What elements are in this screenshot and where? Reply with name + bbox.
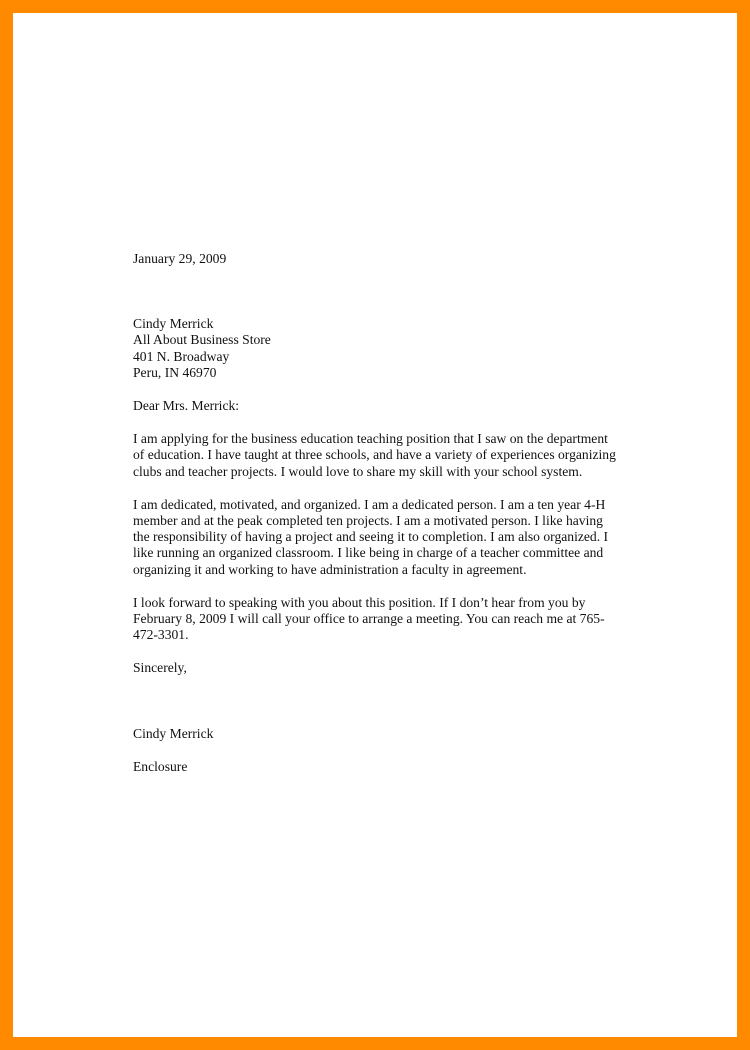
recipient-company: All About Business Store bbox=[133, 332, 271, 348]
paragraph-line: I look forward to speaking with you about this position. If I don’t hear from you by bbox=[133, 594, 586, 610]
paragraph-line: like running an organized classroom. I like being in charge of a teacher committee and bbox=[133, 545, 604, 561]
paragraph-3 bbox=[133, 595, 653, 644]
closing: Sincerely, bbox=[133, 660, 187, 676]
paragraph-line: I am applying for the business education teaching position that I saw on the department bbox=[133, 431, 608, 447]
paragraph-line: member and at the peak completed ten projects. I am a motivated person. I like having bbox=[133, 513, 603, 529]
paragraph-line: clubs and teacher projects. I would love to share my skill with your school system. bbox=[133, 463, 583, 479]
recipient-city-state-zip: Peru, IN 46970 bbox=[133, 364, 217, 380]
enclosure-note: Enclosure bbox=[133, 758, 188, 774]
letter-body bbox=[133, 251, 653, 775]
paragraph-line: I am dedicated, motivated, and organized. I am a dedicated person. I am a ten year 4-H bbox=[133, 496, 606, 512]
recipient-address bbox=[133, 316, 653, 381]
paragraph-line: 472-3301. bbox=[133, 627, 189, 643]
paragraph-line: the responsibility of having a project and seeing it to completion. I am also organized. I bbox=[133, 529, 609, 545]
paragraph-2 bbox=[133, 497, 653, 578]
paragraph-line: February 8, 2009 I will call your office to arrange a meeting. You can reach me at 765- bbox=[133, 611, 605, 627]
salutation: Dear Mrs. Merrick: bbox=[133, 398, 240, 414]
recipient-street: 401 N. Broadway bbox=[133, 348, 230, 364]
paragraph-line: of education. I have taught at three schools, and have a variety of experiences organizing bbox=[133, 447, 616, 463]
letter-date: January 29, 2009 bbox=[133, 251, 227, 266]
paragraph-1 bbox=[133, 431, 653, 480]
paragraph-line: organizing it and working to have administration a faculty in agreement. bbox=[133, 561, 527, 577]
recipient-name: Cindy Merrick bbox=[133, 316, 214, 332]
signature-name: Cindy Merrick bbox=[133, 725, 214, 741]
